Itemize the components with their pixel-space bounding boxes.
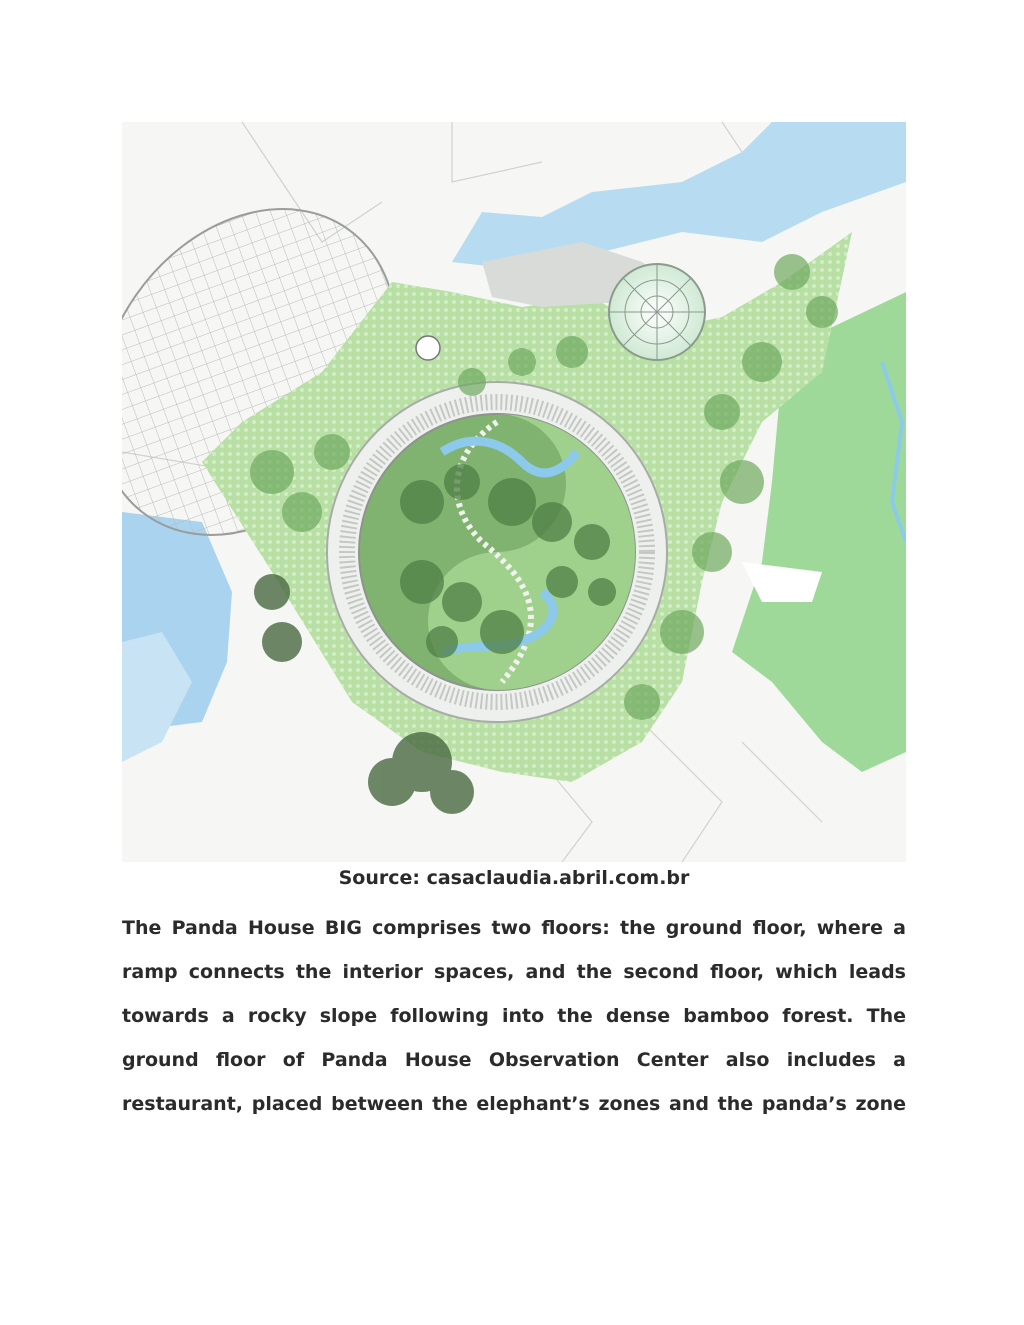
image-caption: Source: casaclaudia.abril.com.br (338, 867, 690, 889)
paragraph-line: ramp connects the interior spaces, and the second floor, which leads (122, 961, 906, 983)
body-paragraph (122, 906, 906, 1126)
skylight-circle (416, 336, 440, 360)
paragraph-line: towards a rocky slope following into the dense bamboo forest. The (122, 1005, 906, 1027)
site-plan-illustration (122, 122, 906, 862)
paragraph-line: The Panda House BIG comprises two floors: the ground floor, where a (122, 917, 906, 939)
site-plan-drawing (122, 122, 906, 862)
paragraph-line: restaurant, placed between the elephant’s zones and the panda’s zone (122, 1093, 906, 1115)
paragraph-line: ground floor of Panda House Observation Center also includes a (122, 1049, 906, 1071)
